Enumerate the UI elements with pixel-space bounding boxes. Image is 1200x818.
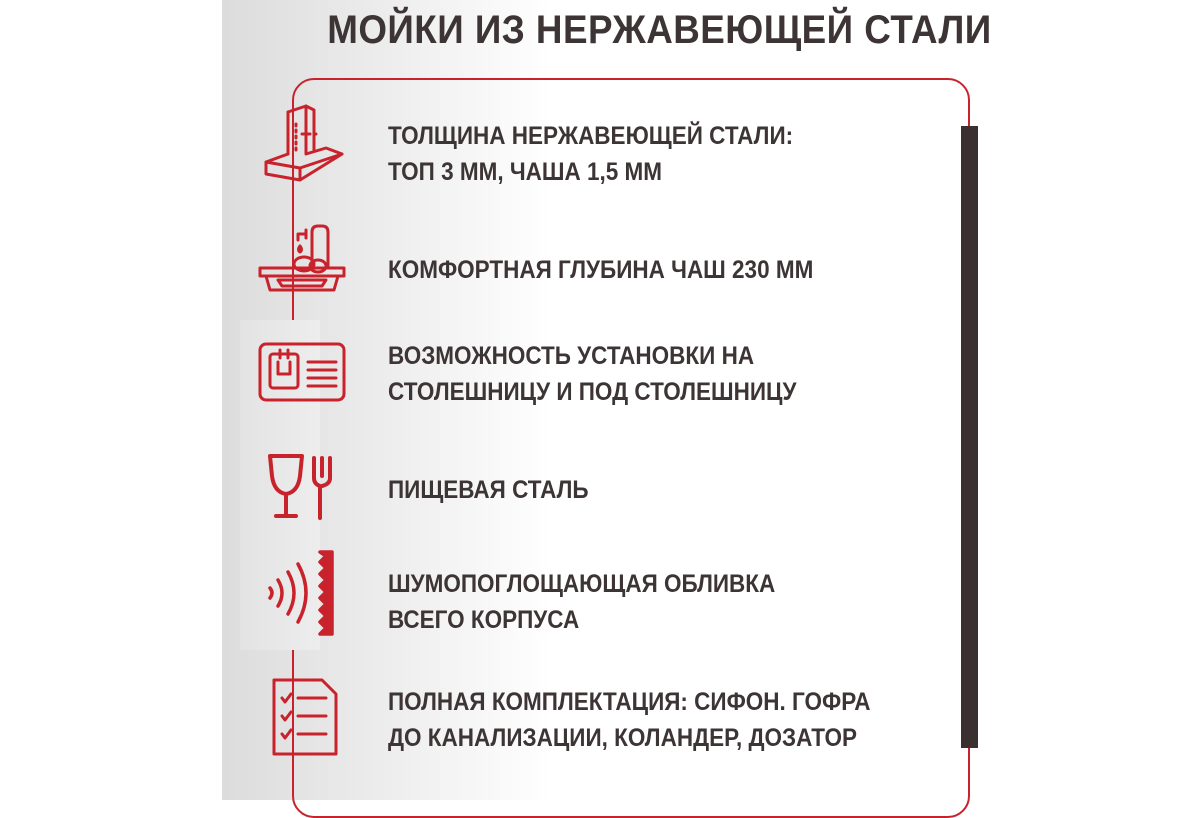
feature-line: ТОП 3 ММ, ЧАША 1,5 ММ [388,158,663,186]
food-grade-icon [264,452,340,524]
side-bar [961,126,978,748]
feature-line: ШУМОПОГЛОЩАЮЩАЯ ОБЛИВКА [388,570,776,598]
feature-line: ТОЛЩИНА НЕРЖАВЕЮЩЕЙ СТАЛИ: [388,122,794,150]
feature-completeness [388,684,870,756]
feature-line: ВСЕГО КОРПУСА [388,606,580,634]
page-title: МОЙКИ ИЗ НЕРЖАВЕЮЩЕЙ СТАЛИ [327,8,992,52]
feature-depth [388,252,813,288]
sound-absorb-icon [262,548,340,638]
feature-line: ПОЛНАЯ КОМПЛЕКТАЦИЯ: СИФОН. ГОФРА [388,688,871,716]
feature-sound-coating [388,566,775,638]
feature-installation [388,338,796,410]
feature-food-steel [388,472,589,508]
feature-line: СТОЛЕШНИЦУ И ПОД СТОЛЕШНИЦУ [388,378,797,406]
feature-line: ВОЗМОЖНОСТЬ УСТАНОВКИ НА [388,342,755,370]
feature-line: ПИЩЕВАЯ СТАЛЬ [388,476,589,504]
checklist-icon [270,676,340,758]
feature-line: ДО КАНАЛИЗАЦИИ, КОЛАНДЕР, ДОЗАТОР [388,724,857,752]
feature-line: КОМФОРТНАЯ ГЛУБИНА ЧАШ 230 ММ [388,256,814,284]
sink-faucet-icon [256,222,348,298]
steel-profile-icon [258,104,348,190]
countertop-mount-icon [256,340,348,404]
feature-thickness [388,118,793,190]
